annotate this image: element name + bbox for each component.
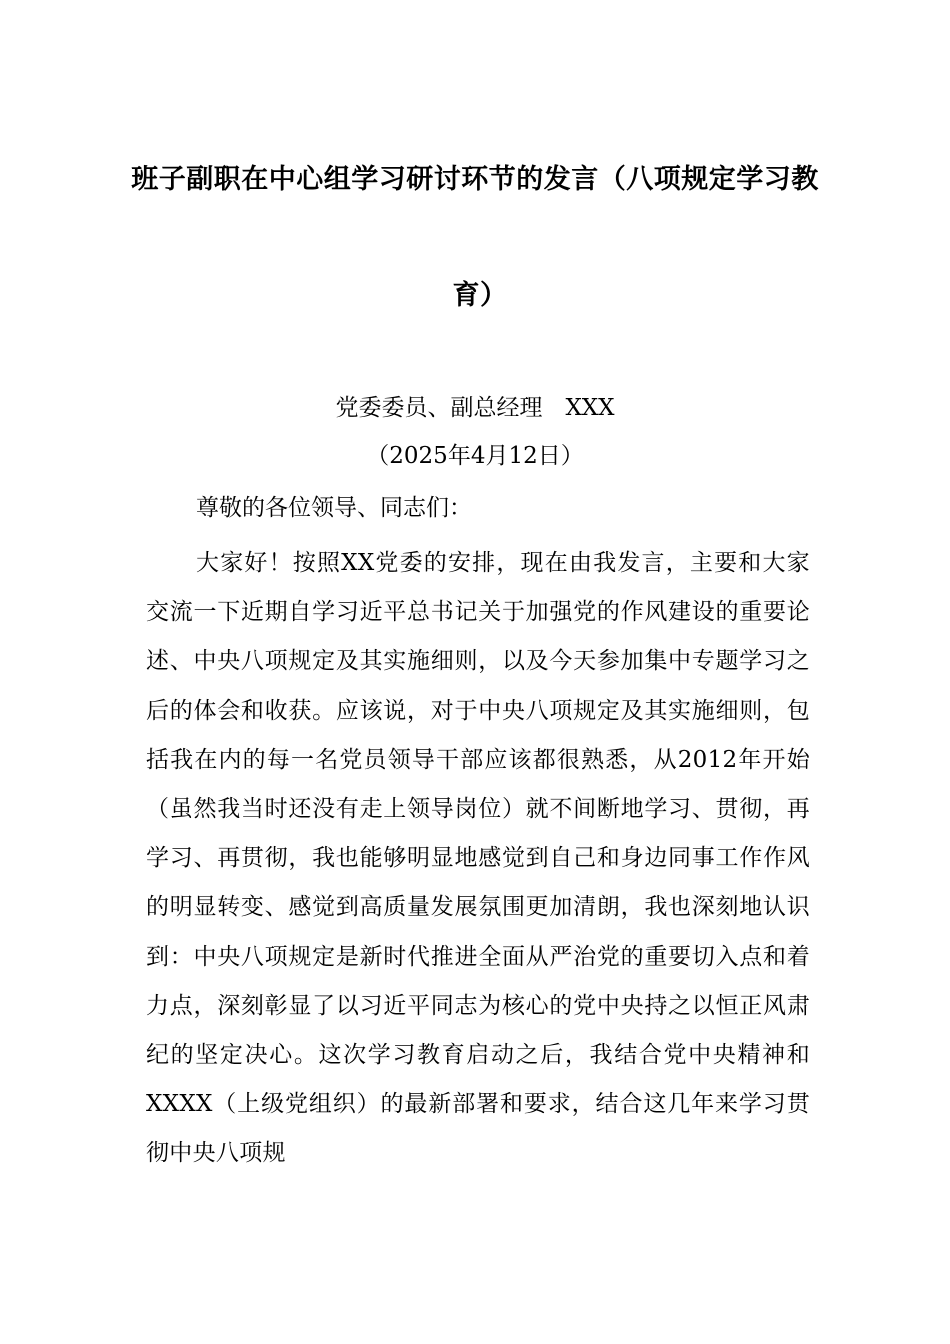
body-paragraph: 大家好！按照XX党委的安排，现在由我发言，主要和大家交流一下近期自学习近平总书记关于加强党的作风建设的重要论述、中央八项规定及其实施细则，以及今天参加集中专题学习之后的体会和收获。应该说，对于中央八项规定及其实施细则，包括我在内的每一名党员领导干部应该都很熟悉，从2012年开始（虽然我当时还没有走上领导岗位）就不间断地学习、贯彻，再学习、再贯彻，我也能够明显地感觉到自己和身边同事工作作风的明显转变、感觉到高质量发展氛围更加清朗，我也深刻地认识到：中央八项规定是新时代推进全面从严治党的重要切入点和着力点，深刻彰显了以习近平同志为核心的党中央持之以恒正风肃纪的坚定决心。这次学习教育启动之后，我结合党中央精神和XXXX（上级党组织）的最新部署和要求，结合这几年来学习贯彻中央八项规 xyxy=(146,550,810,1167)
document-title-line-1: 班子副职在中心组学习研讨环节的发言（八项规定学习教 xyxy=(131,164,819,195)
document-title-line-2 xyxy=(0,276,950,316)
date-line: （2025年4月12日） xyxy=(366,443,584,469)
document-title-line-2-text: 育） xyxy=(452,280,508,311)
greeting: 尊敬的各位领导、同志们： xyxy=(196,495,472,521)
author-line: 党委委员、副总经理 XXX xyxy=(335,395,615,421)
